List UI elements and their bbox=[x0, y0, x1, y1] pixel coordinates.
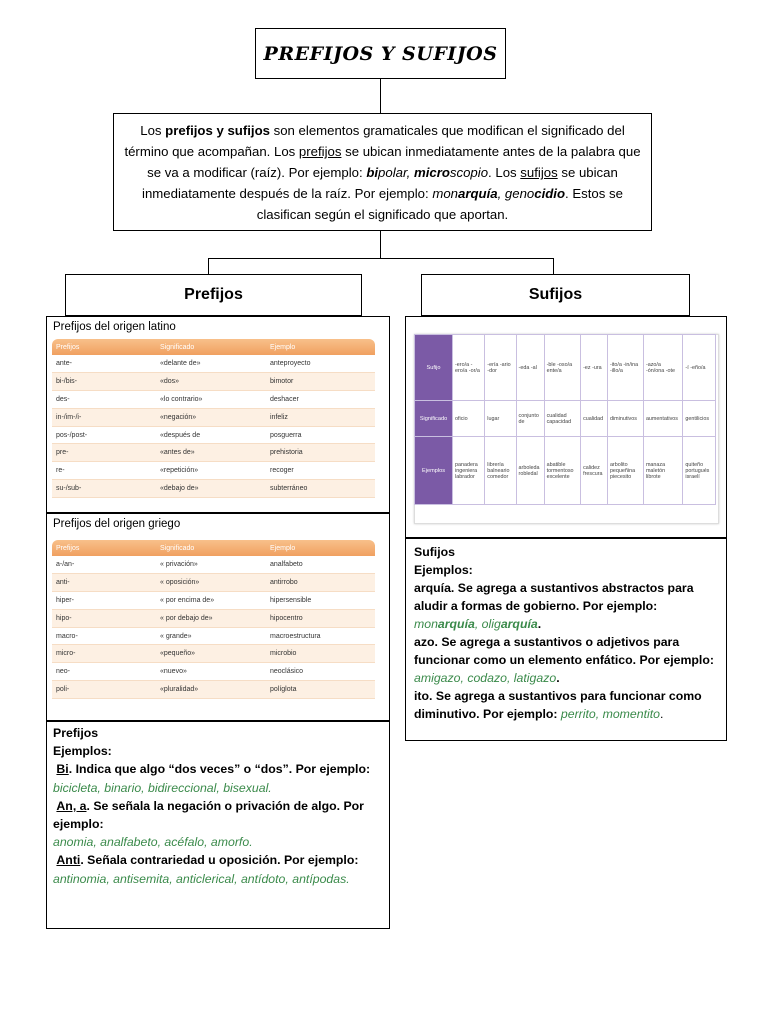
sufijos-header bbox=[421, 274, 690, 316]
suffix-cell: -ito/a -in/ina -illo/a bbox=[607, 335, 643, 401]
meaning-cell: « por debajo de» bbox=[156, 609, 266, 627]
table-row bbox=[415, 437, 716, 505]
table-row bbox=[52, 556, 375, 574]
example-cell: deshacer bbox=[266, 391, 375, 409]
prefix-example-key: An, a bbox=[56, 798, 87, 813]
meaning-cell: « grande» bbox=[156, 627, 266, 645]
title-box bbox=[255, 28, 506, 79]
row-header: Sufijo bbox=[415, 335, 453, 401]
prefix-example-item bbox=[53, 797, 383, 833]
table-row bbox=[52, 444, 375, 462]
intro-text: se ubican inmediatamente después de la raíz. Por ejemplo: bbox=[142, 165, 618, 201]
table-row bbox=[52, 391, 375, 409]
intro-text: se ubican inmediatamente antes de la palabra que se va a modificar (raíz). Por ejemplo: bbox=[147, 144, 641, 180]
prefix-example-words: anomia, analfabeto, acéfalo, amorfo. bbox=[53, 835, 253, 850]
prefix-examples-subtitle: Ejemplos: bbox=[53, 744, 112, 759]
prefix-examples-box bbox=[46, 721, 390, 929]
suffix-cell: -í -eño/a bbox=[683, 335, 716, 401]
prefix-cell: anti- bbox=[52, 574, 156, 592]
example-cell: manaza maletón librote bbox=[643, 437, 682, 505]
suffix-cell: -azo/a -ón/ona -ote bbox=[643, 335, 682, 401]
intro-bold-term: prefijos y sufijos bbox=[165, 123, 270, 138]
suffix-example-desc: . Se agrega a sustantivos para funcionar como diminutivo. Por ejemplo: bbox=[414, 689, 702, 721]
meaning-cell: conjunto de bbox=[516, 401, 544, 437]
prefix-cell: in-/im-/i- bbox=[52, 408, 156, 426]
intro-example-suffix: cidio bbox=[534, 186, 566, 201]
suffix-cell: -ero/a -ero/a -or/a bbox=[453, 335, 485, 401]
table-row bbox=[52, 645, 375, 663]
suffix-cell: -ez -ura bbox=[581, 335, 608, 401]
table-row bbox=[52, 426, 375, 444]
table-row bbox=[52, 408, 375, 426]
table-header: Significado bbox=[156, 339, 266, 355]
prefix-example-words: bicicleta, binario, bidireccional, bisexual. bbox=[53, 780, 272, 795]
suffix-example-word: mon bbox=[414, 617, 438, 631]
suffix-cell: -ble -oso/a ente/a bbox=[544, 335, 580, 401]
table-row bbox=[52, 462, 375, 480]
suffix-examples-subtitle: Ejemplos: bbox=[414, 563, 473, 577]
intro-example-prefix: micro bbox=[413, 165, 450, 180]
meaning-cell: gentilicios bbox=[683, 401, 716, 437]
example-cell: panadera ingeniera labrador bbox=[453, 437, 485, 505]
intro-text: . Los bbox=[488, 165, 521, 180]
row-header: Ejemplos bbox=[415, 437, 453, 505]
page-title: PREFIJOS Y SUFIJOS bbox=[263, 42, 498, 65]
table-header: Prefijos bbox=[52, 339, 156, 355]
table-row bbox=[52, 574, 375, 592]
intro-example-root: mon bbox=[432, 186, 458, 201]
suffix-example-suffix: arquía bbox=[500, 617, 538, 631]
meaning-cell: «después de bbox=[156, 426, 266, 444]
example-cell: quiteño portugués israelí bbox=[683, 437, 716, 505]
meaning-cell: cualidad bbox=[581, 401, 608, 437]
example-cell: bimotor bbox=[266, 373, 375, 391]
example-cell: subterráneo bbox=[266, 480, 375, 498]
connector-intro-down bbox=[380, 231, 381, 258]
table-header: Significado bbox=[156, 540, 266, 556]
intro-example-root: scopio bbox=[449, 165, 489, 180]
suffix-examples-title: Sufijos bbox=[414, 545, 455, 559]
table-row bbox=[52, 681, 375, 699]
suffix-cell: -ería -ario -dor bbox=[485, 335, 516, 401]
prefix-examples-title: Prefijos bbox=[53, 726, 99, 740]
suffix-example-word: , moment bbox=[595, 707, 648, 721]
intro-example-suffix: arquía bbox=[458, 186, 498, 201]
table-header: Prefijos bbox=[52, 540, 156, 556]
example-cell: antirrobo bbox=[266, 574, 375, 592]
prefix-cell: des- bbox=[52, 391, 156, 409]
table-row bbox=[52, 480, 375, 498]
table-row bbox=[52, 592, 375, 610]
meaning-cell: «lo contrario» bbox=[156, 391, 266, 409]
meaning-cell: «pluralidad» bbox=[156, 681, 266, 699]
prefijos-header-label: Prefijos bbox=[184, 286, 243, 303]
suffix-example-suffix: ito bbox=[582, 707, 596, 721]
meaning-cell: « privación» bbox=[156, 556, 266, 574]
intro-underlined-sufijos: sufijos bbox=[520, 165, 558, 180]
example-cell: macroestructura bbox=[266, 627, 375, 645]
example-cell: prehistoria bbox=[266, 444, 375, 462]
example-cell: hipocentro bbox=[266, 609, 375, 627]
row-header: Significado bbox=[415, 401, 453, 437]
latin-prefix-table bbox=[52, 339, 375, 498]
prefix-example-desc: . Se señala la negación o privación de algo. Por ejemplo: bbox=[53, 798, 364, 832]
example-cell: hipersensible bbox=[266, 592, 375, 610]
greek-prefix-table bbox=[52, 540, 375, 699]
suffix-example-word: amigazo, codazo, latigazo bbox=[414, 671, 557, 685]
table-row bbox=[52, 373, 375, 391]
suffix-example-item bbox=[414, 579, 718, 633]
suffix-example-item bbox=[414, 633, 718, 687]
suffix-example-end: . bbox=[556, 671, 560, 685]
meaning-cell: «antes de» bbox=[156, 444, 266, 462]
prefix-cell: su-/sub- bbox=[52, 480, 156, 498]
example-cell: calidez frescura bbox=[581, 437, 608, 505]
table-row bbox=[52, 627, 375, 645]
table-header: Ejemplo bbox=[266, 540, 375, 556]
prefix-example-key: Anti bbox=[56, 853, 81, 868]
connector-horizontal bbox=[208, 258, 554, 259]
example-cell: anteproyecto bbox=[266, 355, 375, 373]
intro-example-root: , geno bbox=[497, 186, 535, 201]
intro-box bbox=[113, 113, 652, 231]
prefix-cell: re- bbox=[52, 462, 156, 480]
suffix-example-word: perr bbox=[560, 707, 583, 721]
meaning-cell: lugar bbox=[485, 401, 516, 437]
prefix-example-item bbox=[53, 760, 383, 778]
prefix-cell: micro- bbox=[52, 645, 156, 663]
meaning-cell: «dos» bbox=[156, 373, 266, 391]
suffix-example-desc: . Se agrega a sustantivos o adjetivos para funcionar como un elemento enfático. Por ejemplo: bbox=[414, 635, 714, 667]
table-row bbox=[52, 355, 375, 373]
meaning-cell: aumentativos bbox=[643, 401, 682, 437]
suffix-example-word: , olig bbox=[474, 617, 501, 631]
prefix-cell: macro- bbox=[52, 627, 156, 645]
example-cell: microbio bbox=[266, 645, 375, 663]
prefix-cell: neo- bbox=[52, 663, 156, 681]
table-header: Ejemplo bbox=[266, 339, 375, 355]
prefix-cell: poli- bbox=[52, 681, 156, 699]
meaning-cell: «negación» bbox=[156, 408, 266, 426]
meaning-cell: cualidad capacidad bbox=[544, 401, 580, 437]
meaning-cell: «debajo de» bbox=[156, 480, 266, 498]
meaning-cell: diminutivos bbox=[607, 401, 643, 437]
example-cell: neoclásico bbox=[266, 663, 375, 681]
meaning-cell: «delante de» bbox=[156, 355, 266, 373]
prefix-cell: ante- bbox=[52, 355, 156, 373]
table-row bbox=[415, 401, 716, 437]
suffix-example-desc: . Se agrega a sustantivos abstractos para aludir a formas de gobierno. Por ejemplo: bbox=[414, 581, 694, 613]
example-cell: abatible tormentoso excelente bbox=[544, 437, 580, 505]
example-cell: librería balneario comedor bbox=[485, 437, 516, 505]
suffix-example-key: ito bbox=[414, 689, 430, 703]
prefix-cell: hiper- bbox=[52, 592, 156, 610]
meaning-cell: « por encima de» bbox=[156, 592, 266, 610]
example-cell: analfabeto bbox=[266, 556, 375, 574]
meaning-cell: « oposición» bbox=[156, 574, 266, 592]
table-row bbox=[52, 663, 375, 681]
connector-prefijos bbox=[208, 258, 209, 274]
intro-underlined-prefijos: prefijos bbox=[298, 144, 342, 159]
prefix-example-desc: . Indica que algo “dos veces” o “dos”. Por ejemplo: bbox=[68, 762, 371, 777]
intro-example-prefix: bi bbox=[366, 165, 379, 180]
intro-example-root: polar, bbox=[378, 165, 414, 180]
prefix-cell: pre- bbox=[52, 444, 156, 462]
example-cell: arbolito pequeñina piecesito bbox=[607, 437, 643, 505]
intro-text: son elementos gramaticales que modifican el significado del término que acompañan. Los bbox=[124, 123, 625, 159]
prefix-example-desc: . Señala contrariedad u oposición. Por ejemplo: bbox=[80, 853, 359, 868]
example-cell: posguerra bbox=[266, 426, 375, 444]
suffix-example-suffix: arquía bbox=[437, 617, 475, 631]
suffix-example-end: . bbox=[537, 617, 542, 631]
meaning-cell: «repetición» bbox=[156, 462, 266, 480]
prefix-cell: pos-/post- bbox=[52, 426, 156, 444]
table-row bbox=[415, 335, 716, 401]
prefix-cell: bi-/bis- bbox=[52, 373, 156, 391]
suffix-cell: -eda -al bbox=[516, 335, 544, 401]
suffix-example-item bbox=[414, 687, 718, 723]
suffix-examples-box bbox=[405, 538, 727, 741]
latin-panel-title: Prefijos del origen latino bbox=[53, 321, 176, 333]
table-row bbox=[52, 609, 375, 627]
prefix-example-words: antinomia, antisemita, anticlerical, antídoto, antípodas. bbox=[53, 871, 350, 886]
suffix-example-key: azo bbox=[414, 635, 435, 649]
example-cell: arboleda robledal bbox=[516, 437, 544, 505]
connector-sufijos bbox=[553, 258, 554, 274]
meaning-cell: «pequeño» bbox=[156, 645, 266, 663]
prefix-example-item bbox=[53, 851, 383, 869]
prefix-cell: a-/an- bbox=[52, 556, 156, 574]
connector-title-intro bbox=[380, 79, 381, 113]
sufijos-header-label: Sufijos bbox=[528, 286, 583, 303]
example-cell: políglota bbox=[266, 681, 375, 699]
example-cell: infeliz bbox=[266, 408, 375, 426]
intro-text: Los bbox=[140, 123, 166, 138]
meaning-cell: oficio bbox=[453, 401, 485, 437]
suffix-example-key: arquía bbox=[414, 581, 451, 595]
prefix-cell: hipo- bbox=[52, 609, 156, 627]
intro-text: . Estos se clasifican según el significado que aportan. bbox=[256, 186, 623, 222]
suffix-example-suffix: ito bbox=[647, 707, 661, 721]
greek-panel-title: Prefijos del origen griego bbox=[53, 518, 181, 530]
prefijos-header bbox=[65, 274, 362, 316]
example-cell: recoger bbox=[266, 462, 375, 480]
suffix-table bbox=[414, 334, 716, 505]
prefix-example-key: Bi bbox=[56, 762, 69, 777]
suffix-example-end: . bbox=[660, 707, 664, 721]
meaning-cell: «nuevo» bbox=[156, 663, 266, 681]
